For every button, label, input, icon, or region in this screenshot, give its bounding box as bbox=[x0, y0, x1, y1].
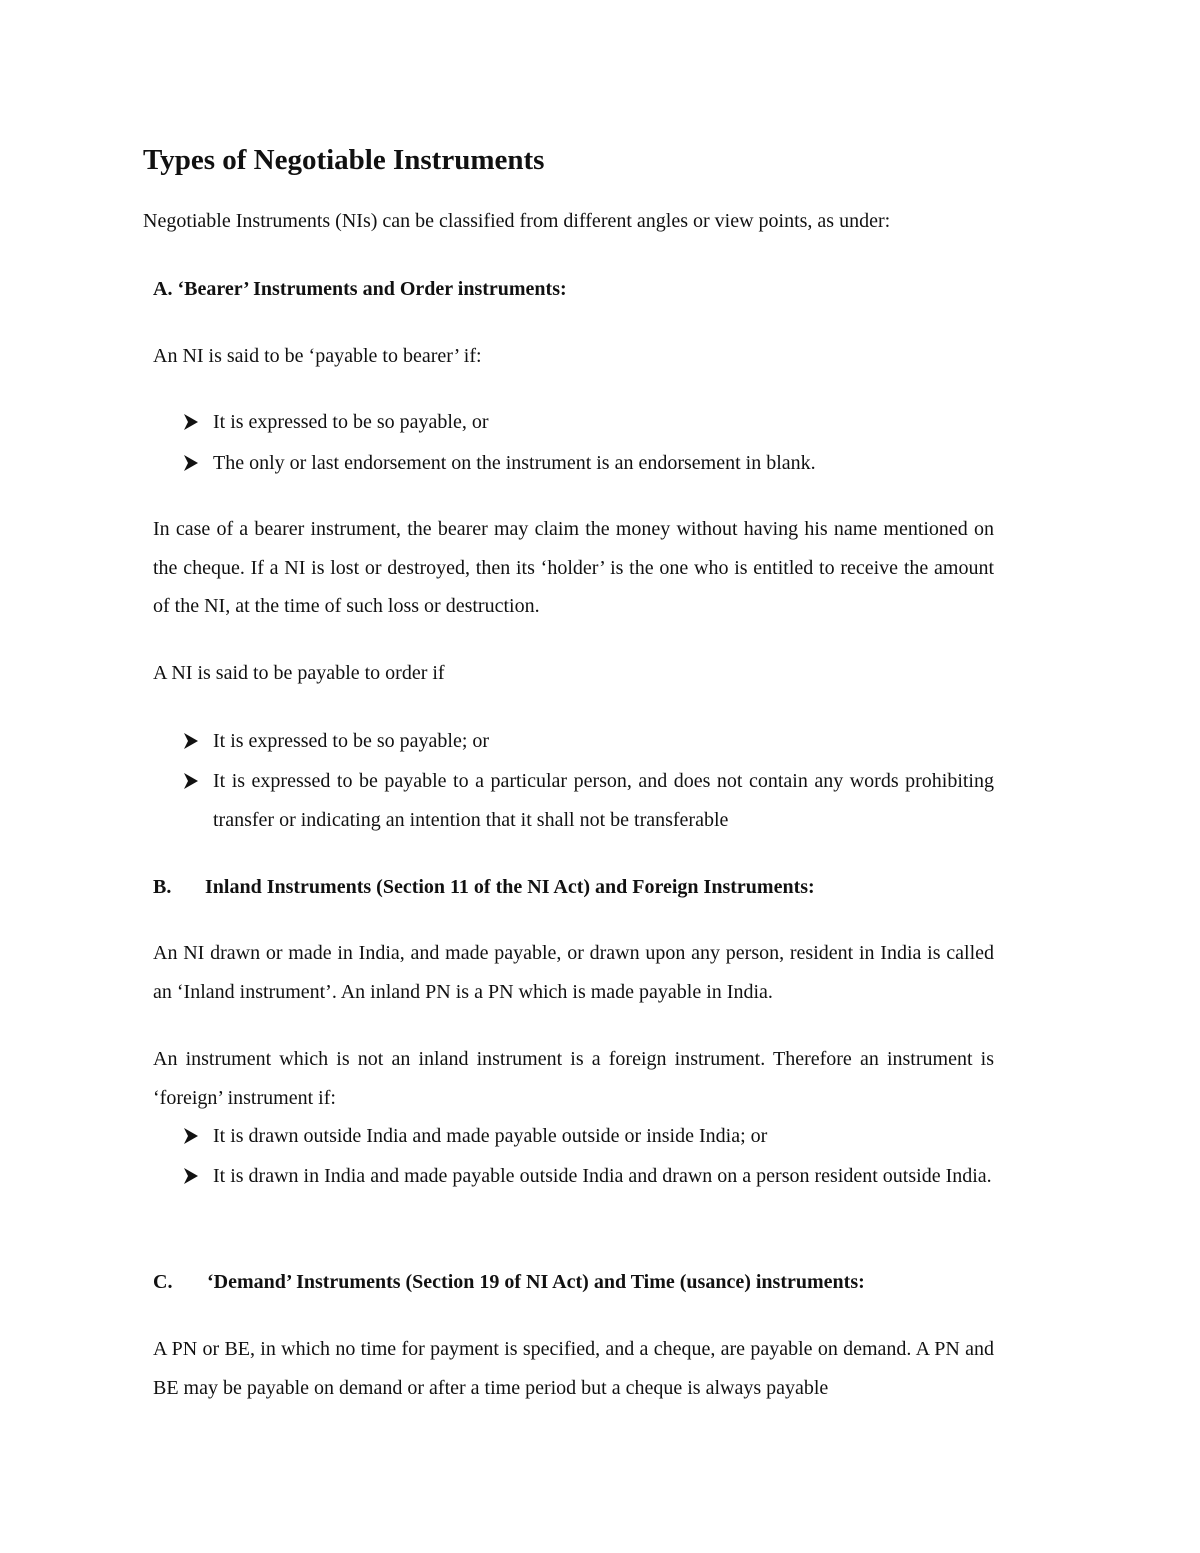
page-title: Types of Negotiable Instruments bbox=[143, 144, 545, 176]
foreign-bullet-2: It is drawn in India and made payable outside India and drawn on a person resident outside India. bbox=[213, 1165, 992, 1187]
section-b-paragraph-2: An instrument which is not an inland instrument is a foreign instrument. Therefore an instrument is ‘foreign’ instrument if: bbox=[153, 1048, 994, 1109]
intro-text: Negotiable Instruments (NIs) can be classified from different angles or view points, as under: bbox=[143, 210, 891, 232]
order-bullet-1: It is expressed to be so payable; or bbox=[213, 730, 490, 752]
section-c-heading: ‘Demand’ Instruments (Section 19 of NI Act) and Time (usance) instruments: bbox=[207, 1271, 865, 1293]
section-b-letter: B. bbox=[153, 876, 172, 898]
section-b-heading: Inland Instruments (Section 11 of the NI Act) and Foreign Instruments: bbox=[205, 876, 815, 898]
arrowhead-bullet-icon bbox=[182, 1123, 206, 1145]
section-c-paragraph-1: A PN or BE, in which no time for payment is specified, and a cheque, are payable on demand. A PN and BE may be payable on demand or after a time period but a cheque is always payable bbox=[153, 1338, 994, 1399]
arrowhead-bullet-icon bbox=[182, 1163, 206, 1185]
section-a-heading: A. ‘Bearer’ Instruments and Order instruments: bbox=[153, 278, 567, 300]
bearer-lead-text: An NI is said to be ‘payable to bearer’ if: bbox=[153, 345, 482, 367]
bearer-bullet-2: The only or last endorsement on the instrument is an endorsement in blank. bbox=[213, 452, 816, 474]
foreign-bullet-1: It is drawn outside India and made payable outside or inside India; or bbox=[213, 1125, 768, 1147]
arrowhead-bullet-icon bbox=[182, 728, 206, 750]
bearer-paragraph: In case of a bearer instrument, the bearer may claim the money without having his name mentioned on the cheque. If a NI is lost or destroyed, then its ‘holder’ is the one who is entitled to receive the amount of the NI, at the time of such loss or destruction. bbox=[153, 518, 994, 617]
section-b-paragraph-1: An NI drawn or made in India, and made payable, or drawn upon any person, resident in India is called an ‘Inland instrument’. An inland PN is a PN which is made payable in India. bbox=[153, 942, 994, 1003]
section-c-letter: C. bbox=[153, 1271, 173, 1293]
order-bullet-2: It is expressed to be payable to a particular person, and does not contain any words prohibiting transfer or indicating an intention that it shall not be transferable bbox=[213, 770, 994, 831]
bearer-bullet-1: It is expressed to be so payable, or bbox=[213, 411, 489, 433]
arrowhead-bullet-icon bbox=[182, 768, 206, 790]
order-lead-text: A NI is said to be payable to order if bbox=[153, 662, 445, 684]
arrowhead-bullet-icon bbox=[182, 409, 206, 431]
arrowhead-bullet-icon bbox=[182, 450, 206, 472]
